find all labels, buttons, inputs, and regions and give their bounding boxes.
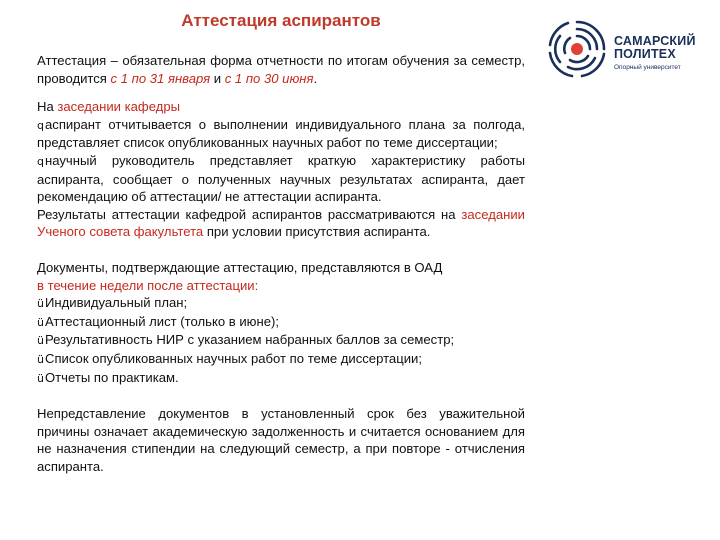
- page-title: Аттестация аспирантов: [181, 11, 381, 30]
- doc-item-text: Индивидуальный план;: [44, 295, 188, 311]
- intro-date-june: с 1 по 30 июня: [224, 70, 314, 86]
- doc-item-text: Отчеты по практикам.: [44, 369, 179, 385]
- dept-heading-prefix: На: [37, 99, 58, 115]
- dept-item-supervisor-text: научный руководитель представляет краткую характеристику работы аспиранта, сообщает о полученных научных результатах аспиранта, дает рекомендацию об аттестации/ не аттестации аспиранта.: [37, 152, 525, 205]
- list-item: [37, 331, 525, 350]
- check-icon: ü: [37, 371, 44, 385]
- logo-name-line1: САМАРСКИЙ: [614, 34, 696, 48]
- dept-item-student-text: аспирант отчитывается о выполнении индивидуального плана за полгода, представляет список опубликованных научных работ по теме диссертации;: [37, 116, 525, 151]
- dept-item-student: [37, 116, 525, 152]
- dept-results-red: заседании Ученого совета факультета: [37, 206, 525, 240]
- list-item: [37, 350, 525, 369]
- list-item: [37, 369, 525, 388]
- intro-and: и: [210, 70, 225, 86]
- bullet-marker-icon: q: [37, 118, 44, 132]
- logo-emblem-icon: [546, 18, 608, 80]
- list-item: [37, 313, 525, 332]
- check-icon: ü: [37, 334, 44, 348]
- intro-text: Аттестация – обязательная форма отчетности по итогам обучения за семестр, проводится: [37, 53, 525, 86]
- docs-deadline: в течение недели после аттестации:: [37, 277, 259, 293]
- intro-paragraph: [37, 52, 525, 87]
- list-item: [37, 294, 525, 313]
- main-content: [37, 52, 525, 475]
- check-icon: ü: [37, 297, 44, 311]
- logo-name-line2: ПОЛИТЕХ: [614, 47, 676, 61]
- check-icon: ü: [37, 315, 44, 329]
- logo-name: [614, 35, 696, 61]
- dept-heading-red: заседании кафедры: [57, 99, 181, 115]
- dept-item-supervisor: [37, 152, 525, 206]
- intro-date-january: с 1 по 31 января: [110, 70, 211, 86]
- dept-results-suffix: при условии присутствия аспиранта.: [203, 224, 431, 240]
- dept-heading: [37, 98, 525, 116]
- bullet-marker-icon: q: [37, 154, 44, 168]
- dept-results: [37, 206, 525, 241]
- doc-item-text: Список опубликованных научных работ по теме диссертации;: [44, 350, 422, 366]
- logo-tagline: Опорный университет: [614, 64, 681, 71]
- doc-item-text: Результативность НИР с указанием набранных баллов за семестр;: [44, 332, 455, 348]
- docs-intro: Документы, подтверждающие аттестацию, представляются в ОАД: [37, 259, 443, 275]
- university-logo: [546, 18, 696, 80]
- doc-item-text: Аттестационный лист (только в июне);: [44, 313, 279, 329]
- check-icon: ü: [37, 352, 44, 366]
- penalty-paragraph: Непредставление документов в установленный срок без уважительной причины означает академическую задолженность и считается основанием для не назначения стипендии на следующий семестр, а при повторе - отчисления аспиранта.: [37, 406, 525, 474]
- intro-end: .: [313, 70, 318, 86]
- dept-results-prefix: Результаты аттестации кафедрой аспирантов рассматриваются на: [37, 206, 462, 222]
